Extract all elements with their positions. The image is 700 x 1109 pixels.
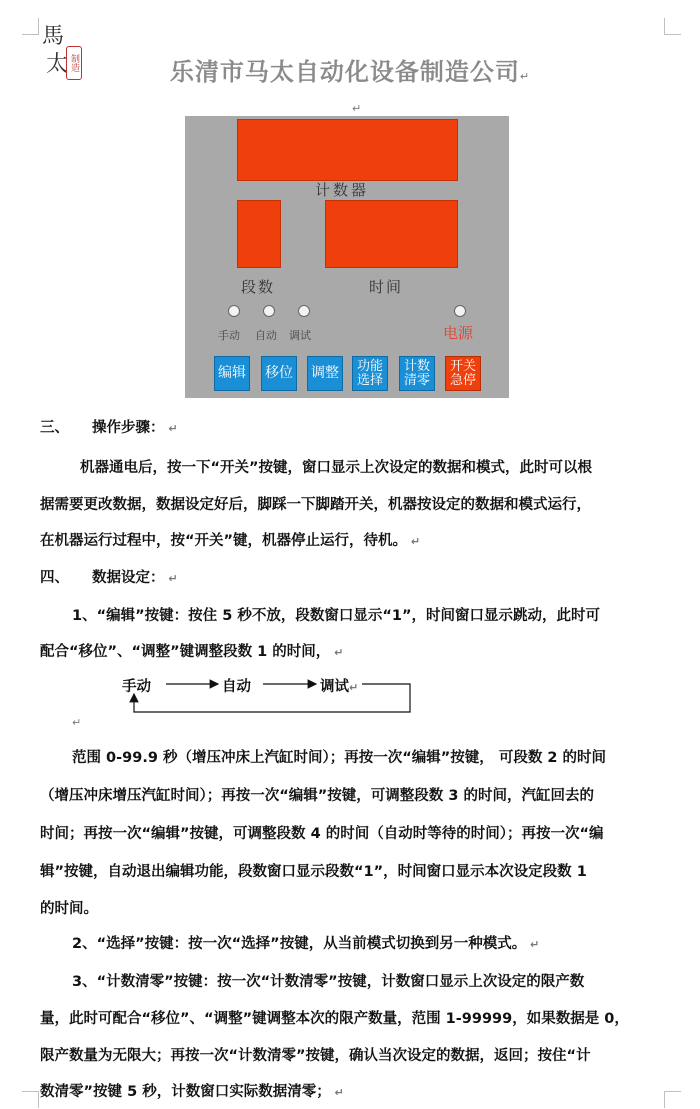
body-line: 范围 0-99.9 秒（增压冲床上汽缸时间）；再按一次“编辑”按键， 可段数 2 的时间 [72, 750, 607, 766]
flow-step-debug: 调试↵ [320, 679, 359, 695]
time-label: 时间 [369, 278, 404, 296]
body-line: 3、“计数清零”按键：按一次“计数清零”按键，计数窗口显示上次设定的限产数 [72, 974, 585, 990]
body-line: 据需要更改数据，数据设定好后，脚踩一下脚踏开关，机器按设定的数据和模式运行， [40, 497, 591, 513]
section-heading: 操作步骤： ↵ [92, 420, 178, 436]
logo-char-1: 馬 [42, 24, 65, 49]
paragraph-mark: ↵ [352, 102, 362, 115]
mode-label-manual: 手动 [218, 329, 240, 342]
section-number: 三、 [40, 420, 69, 436]
body-line: 时间；再按一次“编辑”按键，可调整段数 4 的时间（自动时等待的时间）；再按一次“编 [40, 826, 604, 842]
body-line: 2、“选择”按键：按一次“选择”按键，从当前模式切换到另一种模式。 ↵ [72, 936, 540, 952]
edit-button[interactable]: 编辑 [214, 356, 250, 391]
body-line: 在机器运行过程中，按“开关”键，机器停止运行，待机。 ↵ [40, 533, 421, 549]
button-label-line: 计数 [403, 358, 430, 374]
section-heading: 数据设定： ↵ [92, 570, 178, 586]
button-label-line: 急停 [449, 372, 476, 388]
body-line: 机器通电后，按一下“开关”按键，窗口显示上次设定的数据和模式，此时可以根 [80, 460, 593, 476]
body-line: 1、“编辑”按键：按住 5 秒不放，段数窗口显示“1”，时间窗口显示跳动，此时可 [72, 608, 600, 624]
company-title: 乐清市马太自动化设备制造公司 [169, 58, 520, 86]
body-line: 的时间。 [40, 901, 98, 917]
logo-seal: 制造 [66, 46, 82, 80]
body-line: 数清零”按键 5 秒，计数窗口实际数据清零； ↵ [40, 1084, 344, 1100]
flow-step-manual: 手动 [122, 679, 151, 695]
body-line: 配合“移位”、“调整”键调整段数 1 的时间， ↵ [40, 644, 344, 660]
segment-label: 段数 [241, 278, 276, 296]
paragraph-mark: ↵ [72, 716, 82, 729]
adjust-button[interactable]: 调整 [307, 356, 343, 391]
logo-char-2: 太 [46, 52, 69, 77]
section-number: 四、 [40, 570, 69, 586]
shift-button[interactable]: 移位 [261, 356, 297, 391]
body-line: 限产数量为无限大；再按一次“计数清零”按键，确认当次设定的数据，返回；按住“计 [40, 1048, 591, 1064]
button-label-line: 功能 [356, 358, 383, 374]
body-line: （增压冲床增压汽缸时间）；再按一次“编辑”按键，可调整段数 3 的时间，汽缸回去的 [40, 788, 594, 804]
button-label-line: 选择 [356, 372, 383, 388]
flow-return-arrow [134, 684, 410, 712]
power-label: 电源 [443, 324, 474, 342]
flow-step-auto: 自动 [222, 679, 251, 695]
button-label-line: 清零 [403, 372, 430, 388]
mode-label-debug: 调试 [289, 329, 311, 342]
counter-label: 计数器 [315, 181, 370, 199]
body-line: 量，此时可配合“移位”、“调整”键调整本次的限产数量，范围 1-99999，如果数据是 0， [40, 1011, 629, 1027]
body-line: 辑”按键，自动退出编辑功能，段数窗口显示段数“1”，时间窗口显示本次设定段数 1 [40, 864, 587, 880]
button-label-line: 开关 [449, 358, 476, 374]
mode-label-auto: 自动 [255, 329, 277, 342]
paragraph-mark: ↵ [519, 70, 531, 83]
